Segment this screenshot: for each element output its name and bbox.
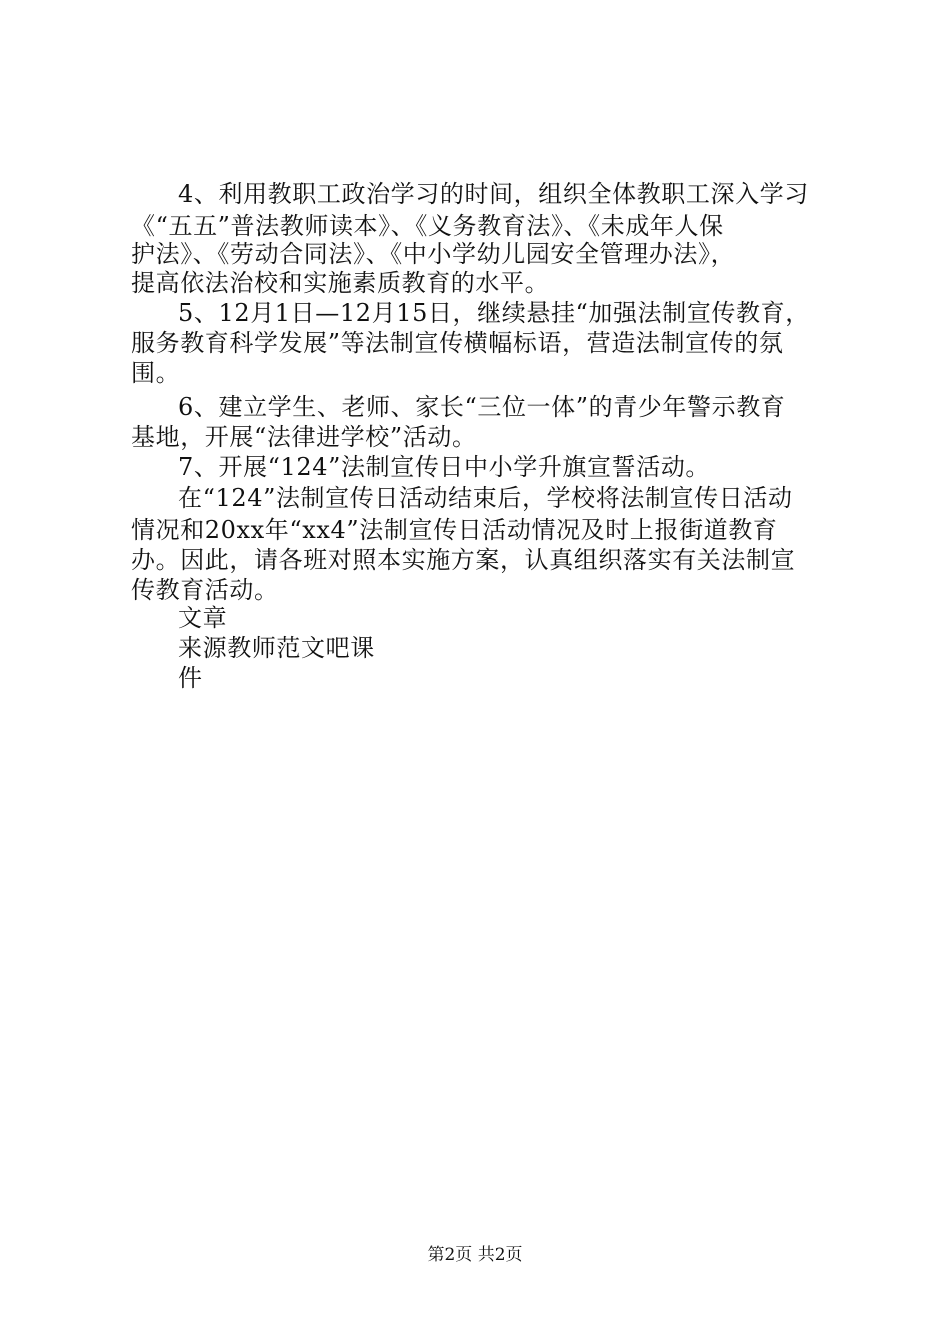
page-number-footer: 第2页 共2页	[427, 1245, 523, 1265]
closing-paragraph-line-1: 在“124”法制宣传日活动结束后，学校将法制宣传日活动	[178, 484, 793, 512]
paragraph-7-line-1: 7、开展“124”法制宣传日中小学升旗宣誓活动。	[178, 453, 711, 481]
paragraph-4-line-4: 提高依法治校和实施素质教育的水平。	[131, 269, 550, 297]
closing-paragraph-line-2: 情况和20xx年“xx4”法制宣传日活动情况及时上报街道教育	[131, 516, 778, 544]
paragraph-5-line-2: 服务教育科学发展”等法制宣传横幅标语，营造法制宣传的氛	[131, 329, 784, 357]
source-line-3: 件	[178, 664, 203, 692]
paragraph-5-line-3: 围。	[131, 359, 181, 387]
paragraph-5-line-1: 5、12月1日—12月15日，继续悬挂“加强法制宣传教育，	[178, 299, 810, 327]
paragraph-4-line-2: 《“五五”普法教师读本》、《义务教育法》、《未成年人保	[131, 212, 724, 240]
paragraph-4-line-3: 护法》、《劳动合同法》、《中小学幼儿园安全管理办法》，	[131, 240, 736, 268]
source-line-1: 文章	[178, 604, 228, 632]
closing-paragraph-line-3: 办。因此，请各班对照本实施方案，认真组织落实有关法制宣	[131, 546, 796, 574]
paragraph-6-line-2: 基地，开展“法律进学校”活动。	[131, 423, 477, 451]
paragraph-6-line-1: 6、建立学生、老师、家长“三位一体”的青少年警示教育	[178, 393, 786, 421]
paragraph-4-line-1: 4、利用教职工政治学习的时间，组织全体教职工深入学习	[178, 180, 809, 208]
source-line-2: 来源教师范文吧课	[178, 634, 375, 662]
closing-paragraph-line-4: 传教育活动。	[131, 576, 279, 604]
